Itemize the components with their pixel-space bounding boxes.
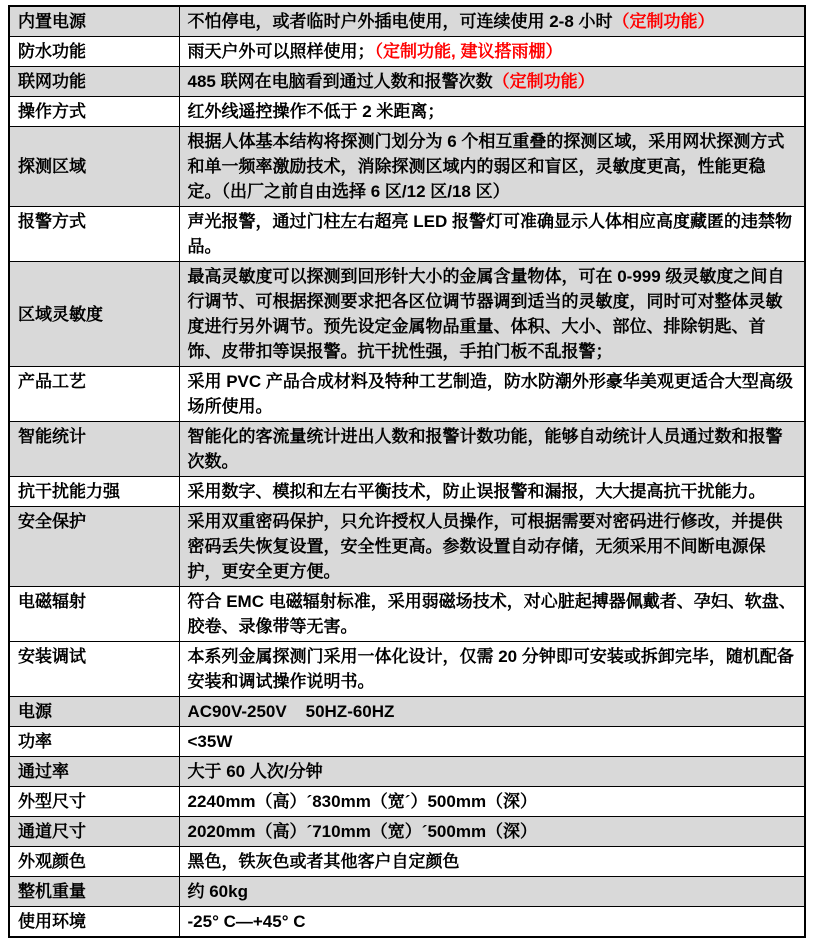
table-row — [9, 697, 805, 727]
table-row — [9, 877, 805, 907]
table-row — [9, 507, 805, 587]
table-row — [9, 97, 805, 127]
spec-label: 产品工艺 — [9, 367, 179, 422]
spec-value-text: 声光报警，通过门柱左右超亮 LED 报警灯可准确显示人体相应高度藏匿的违禁物品。 — [187, 212, 792, 256]
spec-label: 外型尺寸 — [9, 787, 179, 817]
spec-value — [179, 67, 805, 97]
spec-value — [179, 697, 805, 727]
table-row — [9, 37, 805, 67]
spec-value — [179, 727, 805, 757]
spec-label: 通过率 — [9, 757, 179, 787]
spec-value — [179, 477, 805, 507]
table-row — [9, 422, 805, 477]
spec-label: 外观颜色 — [9, 847, 179, 877]
spec-label: 电磁辐射 — [9, 587, 179, 642]
spec-label: 区域灵敏度 — [9, 262, 179, 367]
spec-value-text: 雨天户外可以照样使用； — [187, 42, 375, 61]
table-row — [9, 127, 805, 207]
table-row — [9, 207, 805, 262]
table-row — [9, 757, 805, 787]
table-row — [9, 477, 805, 507]
spec-value-text: 符合 EMC 电磁辐射标准，采用弱磁场技术，对心脏起搏器佩戴者、孕妇、软盘、胶卷、录像带等无害。 — [187, 592, 796, 636]
table-row — [9, 367, 805, 422]
spec-value — [179, 907, 805, 938]
spec-label: 抗干扰能力强 — [9, 477, 179, 507]
spec-value — [179, 422, 805, 477]
spec-value — [179, 262, 805, 367]
table-row — [9, 67, 805, 97]
spec-value — [179, 367, 805, 422]
spec-value-text: 2240mm（高）´830mm（宽´）500mm（深） — [187, 792, 538, 811]
table-row — [9, 642, 805, 697]
spec-value — [179, 787, 805, 817]
spec-value — [179, 97, 805, 127]
table-row — [9, 262, 805, 367]
spec-value — [179, 757, 805, 787]
spec-custom-feature-note: （定制功能） — [492, 72, 595, 91]
spec-value-text: 黑色，铁灰色或者其他客户自定颜色 — [187, 852, 460, 871]
table-row — [9, 907, 805, 938]
spec-custom-feature-note: （定制功能） — [612, 12, 715, 31]
spec-value-text: 485 联网在电脑看到通过人数和报警次数 — [187, 72, 493, 91]
spec-value — [179, 207, 805, 262]
spec-value — [179, 127, 805, 207]
spec-value — [179, 847, 805, 877]
spec-custom-feature-note: （定制功能, 建议搭雨棚） — [374, 42, 563, 61]
spec-value-text: 采用数字、模拟和左右平衡技术，防止误报警和漏报，大大提高抗干扰能力。 — [187, 482, 766, 501]
spec-value — [179, 877, 805, 907]
table-row — [9, 787, 805, 817]
table-row — [9, 847, 805, 877]
spec-value-text: 智能化的客流量统计进出人数和报警计数功能，能够自动统计人员通过数和报警次数。 — [187, 427, 783, 471]
spec-value-text: 不怕停电，或者临时户外插电使用，可连续使用 2-8 小时 — [187, 12, 613, 31]
spec-value-text: 约 60kg — [187, 882, 248, 901]
spec-label: 探测区域 — [9, 127, 179, 207]
spec-value — [179, 587, 805, 642]
spec-label: 安全保护 — [9, 507, 179, 587]
spec-value — [179, 507, 805, 587]
spec-value-text: <35W — [187, 732, 233, 751]
spec-label: 报警方式 — [9, 207, 179, 262]
spec-label: 使用环境 — [9, 907, 179, 938]
spec-value-text: 采用双重密码保护，只允许授权人员操作，可根据需要对密码进行修改，并提供密码丢失恢复设置，安全性更高。参数设置自动存储，无须采用不间断电源保护，更安全更方便。 — [187, 512, 783, 581]
spec-value-text: 本系列金属探测门采用一体化设计，仅需 20 分钟即可安装或拆卸完毕，随机配备安装和调试操作说明书。 — [187, 647, 794, 691]
table-row — [9, 817, 805, 847]
spec-label: 通道尺寸 — [9, 817, 179, 847]
spec-label: 操作方式 — [9, 97, 179, 127]
spec-value-text: 最高灵敏度可以探测到回形针大小的金属含量物体，可在 0-999 级灵敏度之间自行调节、可根据探测要求把各区位调节器调到适当的灵敏度，同时可对整体灵敏度进行另外调节。预先设定金属物品重量、体积、大小、部位、排除钥匙、首饰、皮带扣等误报警。抗干扰性强，手拍门板不乱报警； — [187, 267, 785, 361]
spec-value-text: 采用 PVC 产品合成材料及特种工艺制造，防水防潮外形豪华美观更适合大型高级场所使用。 — [187, 372, 793, 416]
spec-table — [8, 5, 806, 938]
spec-label: 电源 — [9, 697, 179, 727]
spec-value-text: AC90V-250V 50HZ-60HZ — [187, 702, 395, 721]
spec-label: 功率 — [9, 727, 179, 757]
spec-value — [179, 642, 805, 697]
spec-value — [179, 37, 805, 67]
spec-label: 智能统计 — [9, 422, 179, 477]
spec-label: 整机重量 — [9, 877, 179, 907]
spec-label: 安装调试 — [9, 642, 179, 697]
spec-value-text: 大于 60 人次/分钟 — [187, 762, 323, 781]
table-row — [9, 727, 805, 757]
spec-value — [179, 817, 805, 847]
spec-label: 内置电源 — [9, 6, 179, 37]
spec-value-text: 2020mm（高）´710mm（宽）´500mm（深） — [187, 822, 538, 841]
spec-value-text: -25° C—+45° C — [187, 912, 306, 931]
spec-value-text: 根据人体基本结构将探测门划分为 6 个相互重叠的探测区域，采用网状探测方式和单一频率激励技术，消除探测区域内的弱区和盲区，灵敏度更高，性能更稳定。（出厂之前自由选择 6 区/12 区/18 区） — [187, 132, 785, 201]
spec-table-body — [9, 6, 805, 937]
spec-value — [179, 6, 805, 37]
spec-label: 防水功能 — [9, 37, 179, 67]
table-row — [9, 6, 805, 37]
spec-label: 联网功能 — [9, 67, 179, 97]
table-row — [9, 587, 805, 642]
spec-value-text: 红外线遥控操作不低于 2 米距离； — [187, 102, 445, 121]
